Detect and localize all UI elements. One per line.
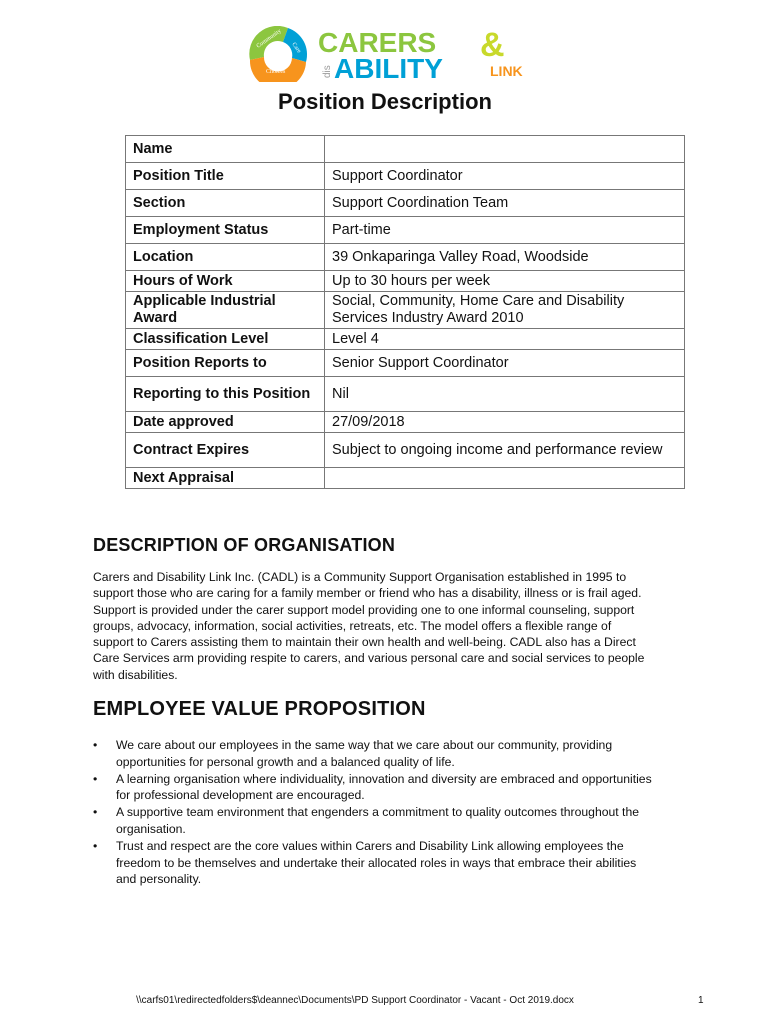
logo-word-ability: ABILITY: [334, 53, 443, 82]
row-value: Level 4: [325, 329, 685, 350]
list-item-text: Trust and respect are the core values within Carers and Disability Link allowing employees the freedom to be themselves and undertake their allocated roles in ways that embrace their abilities and personality.: [116, 839, 637, 887]
logo-emblem-green-segment: [249, 26, 288, 60]
row-value: [325, 136, 685, 163]
row-value: [325, 468, 685, 489]
logo-word-amp: &: [480, 26, 505, 64]
bullet-icon: •: [93, 771, 98, 786]
logo-word-carers: CARERS: [318, 27, 437, 58]
logo-ring-text-2: Care: [290, 41, 302, 55]
row-value: Nil: [325, 377, 685, 412]
row-value: Support Coordinator: [325, 163, 685, 190]
list-item: [93, 838, 653, 888]
row-label: Contract Expires: [126, 433, 325, 468]
logo-emblem: [249, 26, 307, 82]
table-row: [126, 136, 685, 163]
table-row: [126, 271, 685, 292]
evp-heading: EMPLOYEE VALUE PROPOSITION: [93, 698, 426, 720]
row-label: Position Title: [126, 163, 325, 190]
row-label: Applicable Industrial Award: [126, 292, 325, 329]
row-label: Name: [126, 136, 325, 163]
row-value: Part-time: [325, 217, 685, 244]
page-title: Position Description: [278, 89, 492, 114]
row-label: Hours of Work: [126, 271, 325, 292]
table-row: [126, 292, 685, 329]
bullet-icon: •: [93, 839, 98, 854]
organisation-logo: [246, 26, 536, 82]
row-label: Next Appraisal: [126, 468, 325, 489]
table-row: [126, 190, 685, 217]
row-value: Senior Support Coordinator: [325, 350, 685, 377]
list-item-text: We care about our employees in the same way that we care about our community, providing opportunities for personal growth and a balanced quality of life.: [116, 738, 613, 769]
table-row: [126, 468, 685, 489]
row-label: Location: [126, 244, 325, 271]
bullet-icon: •: [93, 805, 98, 820]
row-label: Position Reports to: [126, 350, 325, 377]
row-label: Employment Status: [126, 217, 325, 244]
table-row: [126, 329, 685, 350]
organisation-heading: DESCRIPTION OF ORGANISATION: [93, 535, 396, 555]
evp-list: [93, 737, 653, 888]
logo-ring-text-1: Community: [255, 28, 283, 50]
row-value: Up to 30 hours per week: [325, 271, 685, 292]
row-value: Support Coordination Team: [325, 190, 685, 217]
table-row: [126, 412, 685, 433]
row-value: Subject to ongoing income and performance review: [325, 433, 685, 468]
table-row: [126, 217, 685, 244]
list-item: [93, 771, 653, 804]
table-row: [126, 350, 685, 377]
row-label: Section: [126, 190, 325, 217]
logo-ring-text-3: Choices: [266, 69, 286, 75]
bullet-icon: •: [93, 738, 98, 752]
table-row: [126, 163, 685, 190]
logo-word-dis: dis: [322, 65, 333, 78]
document-path: \\carfs01\redirectedfolders$\deannec\Documents\PD Support Coordinator - Vacant - Oct 2019.docx: [136, 995, 574, 1006]
table-row: [126, 244, 685, 271]
row-label: Reporting to this Position: [126, 377, 325, 412]
list-item-text: A supportive team environment that engenders a commitment to quality outcomes throughout the organisation.: [116, 805, 640, 836]
position-details-table: [125, 135, 685, 489]
table-row: [126, 377, 685, 412]
row-value: 39 Onkaparinga Valley Road, Woodside: [325, 244, 685, 271]
row-value: 27/09/2018: [325, 412, 685, 433]
row-label: Date approved: [126, 412, 325, 433]
row-value: Social, Community, Home Care and Disability Services Industry Award 2010: [325, 292, 685, 329]
list-item-text: A learning organisation where individuality, innovation and diversity are embraced and opportunities for professional development are encouraged.: [116, 771, 652, 803]
organisation-description: Carers and Disability Link Inc. (CADL) is a Community Support Organisation established in 1995 to support those who are caring for a family member or friend who has a disability, illness or is frail aged. Support is provided under the carer support model providing one to one informal counseling, support groups, advocacy, information, social activities, retreats, etc. The model offers a flexible range of support to Carers assisting them to maintain their own health and well-being. CADL also has a Direct Care Services arm providing respite to carers, and various personal care and social services to people with disabilities.: [93, 570, 645, 682]
list-item: [93, 804, 653, 837]
page-number: 1: [698, 995, 704, 1006]
list-item: [93, 737, 653, 770]
row-label: Classification Level: [126, 329, 325, 350]
logo-word-link: LINK: [490, 63, 523, 79]
table-row: [126, 433, 685, 468]
